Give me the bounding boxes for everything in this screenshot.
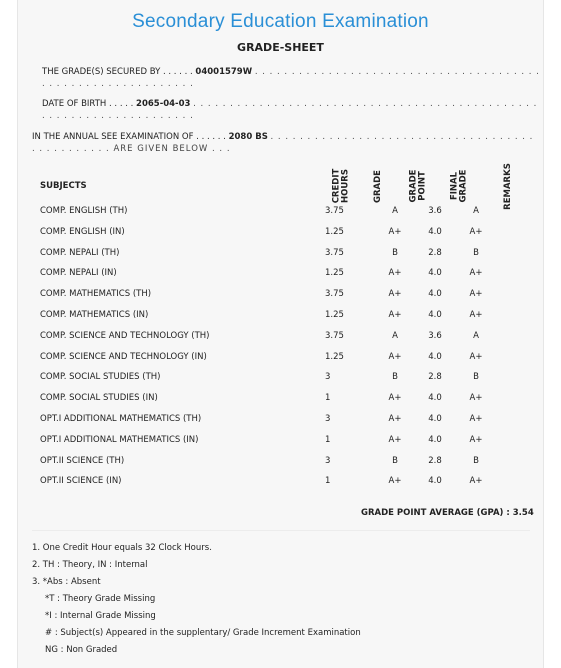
credit-hours-cell: 1.25 bbox=[325, 310, 344, 320]
grade-point-cell: 2.8 bbox=[428, 372, 442, 383]
grade-point-header-text: GRADE POINT bbox=[408, 169, 427, 203]
subject-cell: COMP. ENGLISH (IN) bbox=[40, 226, 125, 237]
table-row bbox=[40, 285, 540, 305]
table-row bbox=[40, 348, 540, 368]
exam-label: IN THE ANNUAL SEE EXAMINATION OF . . . . . . bbox=[32, 132, 226, 142]
grade-cell: A+ bbox=[388, 226, 402, 237]
gpa-summary: GRADE POINT AVERAGE (GPA) : 3.54 bbox=[361, 508, 534, 518]
table-row bbox=[40, 389, 540, 409]
final-grade-cell: A bbox=[473, 206, 479, 216]
dob-value: 2065-04-03 bbox=[136, 99, 191, 109]
credit-hours-cell: 1.25 bbox=[325, 351, 344, 362]
grade-point-cell: 4.0 bbox=[428, 226, 442, 237]
credit-hours-cell: 3 bbox=[325, 414, 331, 424]
subject-cell: COMP. MATHEMATICS (TH) bbox=[40, 289, 152, 300]
grade-point-cell: 4.0 bbox=[428, 434, 442, 445]
subject-cell: COMP. NEPALI (IN) bbox=[40, 268, 117, 279]
grade-cell: B bbox=[392, 372, 398, 383]
grade-secured-line bbox=[42, 66, 542, 90]
subject-cell: OPT.I ADDITIONAL MATHEMATICS (IN) bbox=[40, 434, 199, 445]
exam-title: Secondary Education Examination bbox=[132, 11, 429, 32]
credit-hours-cell: 1 bbox=[325, 393, 331, 404]
credit-hours-cell: 1 bbox=[325, 434, 331, 445]
grade-point-cell: 3.6 bbox=[428, 206, 442, 216]
credit-hours-cell: 3 bbox=[325, 372, 331, 383]
final-grade-cell: A+ bbox=[469, 289, 483, 300]
credit-hours-cell: 1 bbox=[325, 476, 331, 487]
subject-cell: COMP. SCIENCE AND TECHNOLOGY (TH) bbox=[40, 330, 210, 341]
final-grade-cell: B bbox=[473, 455, 479, 466]
table-row bbox=[40, 410, 540, 430]
final-grade-cell: A+ bbox=[469, 414, 483, 424]
credit-hours-header bbox=[323, 166, 359, 206]
grade-point-cell: 3.6 bbox=[428, 330, 442, 341]
grade-cell: B bbox=[392, 247, 398, 258]
grade-cell: A+ bbox=[388, 476, 402, 487]
note-supplementary: # : Subject(s) Appeared in the supplentary/ Grade Increment Examination bbox=[45, 628, 361, 638]
grade-cell: A bbox=[392, 206, 398, 216]
grade-sheet-heading: GRADE-SHEET bbox=[237, 41, 324, 54]
table-row bbox=[40, 264, 540, 284]
credit-hours-cell: 3 bbox=[325, 455, 331, 466]
table-row bbox=[40, 223, 540, 243]
table-row bbox=[40, 452, 540, 472]
subjects-header: SUBJECTS bbox=[40, 181, 87, 191]
grade-point-header bbox=[400, 166, 436, 206]
final-grade-header-text: FINAL GRADE bbox=[449, 169, 468, 203]
symbol-number: 04001579W bbox=[195, 67, 253, 77]
table-row bbox=[40, 472, 540, 492]
dob-label: DATE OF BIRTH . . . . . bbox=[42, 99, 134, 109]
grade-cell: A+ bbox=[388, 414, 402, 424]
final-grade-cell: A+ bbox=[469, 268, 483, 279]
grade-point-cell: 4.0 bbox=[428, 268, 442, 279]
credit-hours-cell: 1.25 bbox=[325, 226, 344, 237]
credit-hours-cell: 3.75 bbox=[325, 206, 344, 216]
table-row bbox=[40, 327, 540, 347]
grade-cell: B bbox=[392, 455, 398, 466]
note-theory-missing: *T : Theory Grade Missing bbox=[45, 594, 156, 604]
subject-cell: COMP. ENGLISH (TH) bbox=[40, 206, 128, 216]
credit-hours-cell: 3.75 bbox=[325, 330, 344, 341]
exam-line bbox=[32, 131, 540, 155]
grade-cell: A bbox=[392, 330, 398, 341]
note-internal-missing: *I : Internal Grade Missing bbox=[45, 611, 156, 621]
exam-suffix: . . . . . . . . . . . . . . . . . . . . . . . . . . . . . . . . . . . . . . . . . . . . . . . ARE GIVEN BELOW . . . bbox=[32, 132, 534, 154]
subject-cell: OPT.II SCIENCE (IN) bbox=[40, 476, 122, 487]
final-grade-cell: A+ bbox=[469, 351, 483, 362]
subject-cell: OPT.II SCIENCE (TH) bbox=[40, 455, 125, 466]
final-grade-cell: A+ bbox=[469, 393, 483, 404]
note-1: 1. One Credit Hour equals 32 Clock Hours. bbox=[32, 543, 212, 553]
remarks-header-text: REMARKS bbox=[502, 162, 513, 210]
subject-cell: COMP. SOCIAL STUDIES (TH) bbox=[40, 372, 161, 383]
final-grade-header bbox=[441, 166, 477, 206]
subject-cell: COMP. NEPALI (TH) bbox=[40, 247, 120, 258]
grade-cell: A+ bbox=[388, 351, 402, 362]
grade-point-cell: 4.0 bbox=[428, 310, 442, 320]
note-non-graded: NG : Non Graded bbox=[45, 645, 118, 655]
grade-point-cell: 4.0 bbox=[428, 351, 442, 362]
grade-point-cell: 4.0 bbox=[428, 289, 442, 300]
grade-cell: A+ bbox=[388, 393, 402, 404]
final-grade-cell: A+ bbox=[469, 226, 483, 237]
notes-divider bbox=[32, 530, 530, 531]
credit-hours-cell: 3.75 bbox=[325, 247, 344, 258]
dob-dots: . . . . . . . . . . . . . . . . . . . . . . . . . . . . . . . . . . . . . . . . . . . . . . . . . . . . . . . . . . . . . . . . . . . . bbox=[42, 99, 538, 121]
final-grade-cell: B bbox=[473, 372, 479, 383]
grade-point-cell: 2.8 bbox=[428, 455, 442, 466]
grade-cell: A+ bbox=[388, 268, 402, 279]
grade-header-text: GRADE bbox=[372, 169, 383, 203]
table-row bbox=[40, 368, 540, 388]
final-grade-cell: A+ bbox=[469, 476, 483, 487]
table-row bbox=[40, 202, 540, 222]
subject-cell: COMP. SCIENCE AND TECHNOLOGY (IN) bbox=[40, 351, 207, 362]
grade-secured-label: THE GRADE(S) SECURED BY . . . . . . bbox=[42, 67, 193, 77]
credit-hours-cell: 1.25 bbox=[325, 268, 344, 279]
grade-point-cell: 2.8 bbox=[428, 247, 442, 258]
grade-cell: A+ bbox=[388, 434, 402, 445]
final-grade-cell: A+ bbox=[469, 434, 483, 445]
note-3: 3. *Abs : Absent bbox=[32, 577, 101, 587]
table-row bbox=[40, 431, 540, 451]
grade-secured-dots: . . . . . . . . . . . . . . . . . . . . . . . . . . . . . . . . . . . . . . . . . . . . . . . . . . . . . . . . . . . . bbox=[42, 67, 540, 89]
table-row bbox=[40, 306, 540, 326]
note-2: 2. TH : Theory, IN : Internal bbox=[32, 560, 148, 570]
exam-year: 2080 BS bbox=[228, 132, 268, 142]
subject-cell: COMP. MATHEMATICS (IN) bbox=[40, 310, 149, 320]
grade-point-cell: 4.0 bbox=[428, 393, 442, 404]
grade-header bbox=[360, 166, 396, 206]
dob-line bbox=[42, 98, 542, 122]
final-grade-cell: A+ bbox=[469, 310, 483, 320]
grade-point-cell: 4.0 bbox=[428, 476, 442, 487]
grade-cell: A+ bbox=[388, 310, 402, 320]
credit-hours-header-text: CREDIT HOURS bbox=[330, 168, 350, 204]
final-grade-cell: B bbox=[473, 247, 479, 258]
subject-cell: COMP. SOCIAL STUDIES (IN) bbox=[40, 393, 158, 404]
grade-point-cell: 4.0 bbox=[428, 414, 442, 424]
grade-sheet-page bbox=[17, 0, 544, 668]
grade-cell: A+ bbox=[388, 289, 402, 300]
subject-cell: OPT.I ADDITIONAL MATHEMATICS (TH) bbox=[40, 414, 202, 424]
credit-hours-cell: 3.75 bbox=[325, 289, 344, 300]
table-row bbox=[40, 244, 540, 264]
final-grade-cell: A bbox=[473, 330, 479, 341]
